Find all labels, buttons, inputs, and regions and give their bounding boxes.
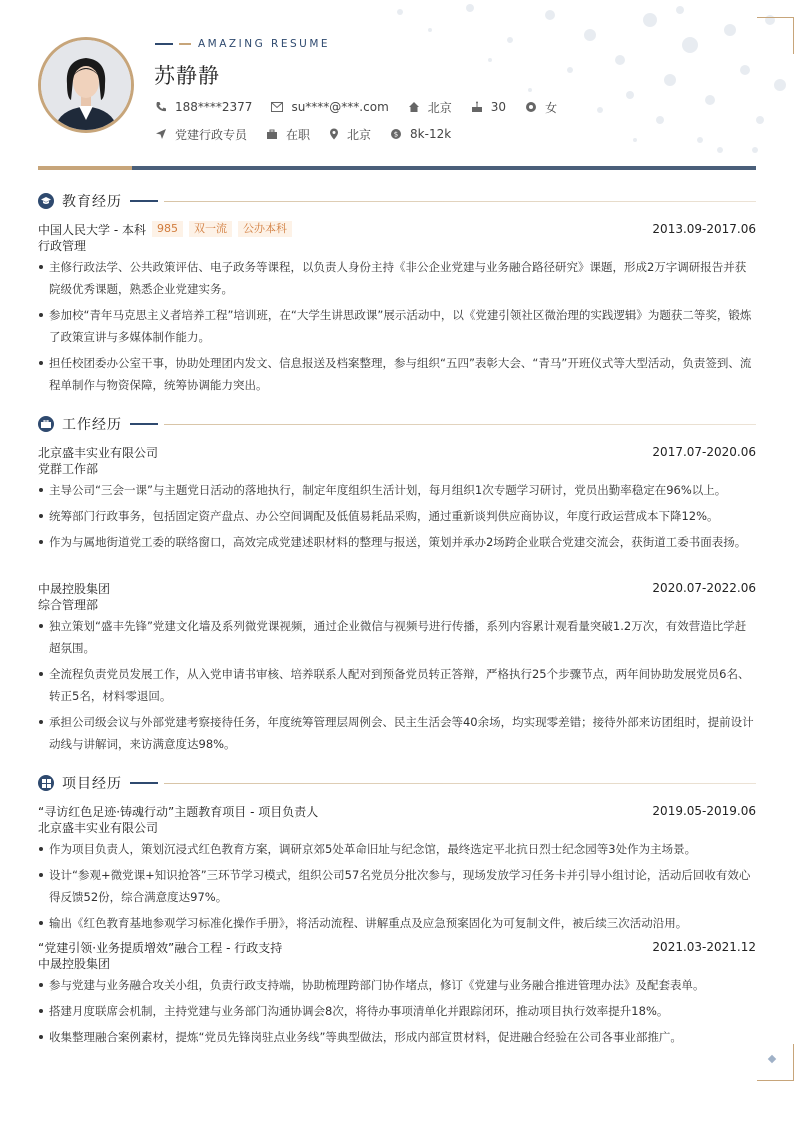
list-item: 作为与属地街道党工委的联络窗口，高效完成党建述职材料的整理与报送，策划并承办2场跨企业联合党建交流会，获街道工委书面表扬。 [38,531,756,553]
list-item: 主导公司“三会一课”与主题党日活动的落地执行，制定年度组织生活计划，每月组织1次专题学习研讨，党员出勤率稳定在96%以上。 [38,479,756,501]
city-info [408,99,452,116]
status-info [266,126,310,143]
job-entry [38,443,756,461]
list-item: 搭建月度联席会机制，主持党建与业务部门沟通协调会8次，将待办事项清单化并跟踪闭环，推动项目执行效率提升18%。 [38,1000,756,1022]
list-item: 输出《红色教育基地参观学习标准化操作手册》，将活动流程、讲解重点及应急预案固化为可复制文件，被后续三次活动沿用。 [38,912,756,934]
target-city-value: 北京 [347,127,372,142]
list-item: 作为项目负责人，策划沉浸式红色教育方案，调研京郊5处革命旧址与纪念馆，最终选定平北抗日烈士纪念园等3处作为主场景。 [38,838,756,860]
job-department: 党群工作部 [38,462,99,476]
list-item: 主修行政法学、公共政策评估、电子政务等课程，以负责人身份主持《非公企业党建与业务融合路径研究》课题，形成2万字调研报告并获院级优秀课题，熟悉企业党建实务。 [38,256,756,300]
list-item: 设计“参观+微党课+知识抢答”三环节学习模式，组织公司57名党员分批次参与，现场发放学习任务卡并引导小组讨论，活动后回收有效心得反馈52份，综合满意度达97%。 [38,864,756,908]
list-item: 独立策划“盛丰先锋”党建文化墙及系列微党课视频，通过企业微信与视频号进行传播，系列内容累计观看量突破1.2万次，有效营造比学赶超氛围。 [38,615,756,659]
project-date: 2019.05-2019.06 [652,804,756,818]
job-date: 2020.07-2022.06 [652,581,756,595]
gender-icon [525,101,537,113]
gender-info [525,99,557,116]
project-entry [38,938,756,956]
project-name: “党建引领·业务提质增效”融合工程 - 行政支持 [38,940,283,955]
job-date: 2017.07-2020.06 [652,445,756,459]
list-item: 参与党建与业务融合攻关小组，负责行政支持端，协助梳理跨部门协作堵点，修订《党建与业务融合推进管理办法》及配套表单。 [38,974,756,996]
education-date: 2013.09-2017.06 [652,222,756,236]
tagline-text: AMAZING RESUME [198,38,331,50]
avatar [38,37,134,133]
target-city-info [329,126,371,143]
phone-value: 188****2377 [175,100,253,114]
project-entry [38,802,756,820]
list-item: 统筹部门行政事务，包括固定资产盘点、办公空间调配及低值易耗品采购，通过重新谈判供应商协议，年度行政运营成本下降12%。 [38,505,756,527]
svg-text:$: $ [393,130,399,139]
job-intent-row [155,126,470,142]
project-name: “寻访红色足迹·铸魂行动”主题教育项目 - 项目负责人 [38,804,319,819]
city-value: 北京 [427,100,452,115]
resume-tagline [155,38,330,50]
list-item: 承担公司级会议与外部党建考察接待任务，年度统筹管理层周例会、民主生活会等40余场，均实现零差错；接待外部来访团组时，提前设计动线与讲解词，来访满意度达98%。 [38,711,756,755]
email-value: su****@***.com [291,100,389,114]
send-icon [155,128,167,140]
candidate-name: 苏静静 [154,64,220,88]
list-item: 担任校团委办公室干事，协助处理团内发文、信息报送及档案整理，参与组织“五四”表彰大会、“青马”开班仪式等大型活动，负责签到、流程单制作与物资保障，统筹协调能力突出。 [38,352,756,396]
briefcase-section-icon [38,416,54,432]
phone-info [155,100,252,114]
target-position-value: 党建行政专员 [175,127,248,142]
money-icon [390,128,402,140]
decorative-dots-background [360,0,794,170]
school-tag: 双一流 [189,221,232,237]
school-name: 中国人民大学 - 本科 [38,222,146,237]
location-pin-icon [329,128,339,140]
school-tag: 985 [152,221,183,237]
home-icon [408,101,420,113]
list-item: 收集整理融合案例素材，提炼“党员先锋岗驻点业务线”等典型做法，形成内部宣贯材料，促进融合经验在公司各事业部推广。 [38,1026,756,1048]
project-org: 中晟控股集团 [38,957,111,971]
education-section-header [38,192,756,210]
grid-icon [38,775,54,791]
email-icon [271,102,283,112]
phone-icon [155,101,167,113]
status-value: 在职 [286,127,311,142]
age-value: 30 [490,100,507,114]
cake-icon [471,101,483,113]
email-info [271,100,388,114]
corner-decoration-bottom-right [757,1044,794,1081]
work-section-title: 工作经历 [62,417,122,433]
company-name: 中晟控股集团 [38,581,111,596]
work-section-header [38,415,756,433]
job-department: 综合管理部 [38,598,99,612]
gender-value: 女 [545,100,558,115]
salary-info [390,127,451,141]
portrait-photo [41,40,131,130]
age-info [471,100,506,114]
project-org: 北京盛丰实业有限公司 [38,821,159,835]
education-section-title: 教育经历 [62,194,122,210]
job-entry [38,579,756,597]
list-item: 参加校“青年马克思主义者培养工程”培训班，在“大学生讲思政课”展示活动中，以《党建引领社区微治理的实践逻辑》为题获二等奖，锻炼了政策宣讲与多媒体制作能力。 [38,304,756,348]
project-date: 2021.03-2021.12 [652,940,756,954]
graduation-cap-icon [38,193,54,209]
briefcase-icon [266,129,278,140]
list-item: 全流程负责党员发展工作，从入党申请书审核、培养联系人配对到预备党员转正答辩，严格执行25个步骤节点，两年间协助发展党员6名、转正5名，材料零退回。 [38,663,756,707]
target-position-info [155,126,247,143]
header-divider [38,166,756,170]
corner-decoration-top-right [757,17,794,54]
salary-value: 8k-12k [410,127,452,141]
education-major: 行政管理 [38,239,87,253]
education-entry [38,220,756,238]
company-name: 北京盛丰实业有限公司 [38,445,159,460]
projects-section-header [38,774,756,792]
diamond-icon [768,1055,776,1063]
projects-section-title: 项目经历 [62,776,122,792]
school-tag: 公办本科 [238,221,292,237]
contact-info-row [155,99,576,115]
